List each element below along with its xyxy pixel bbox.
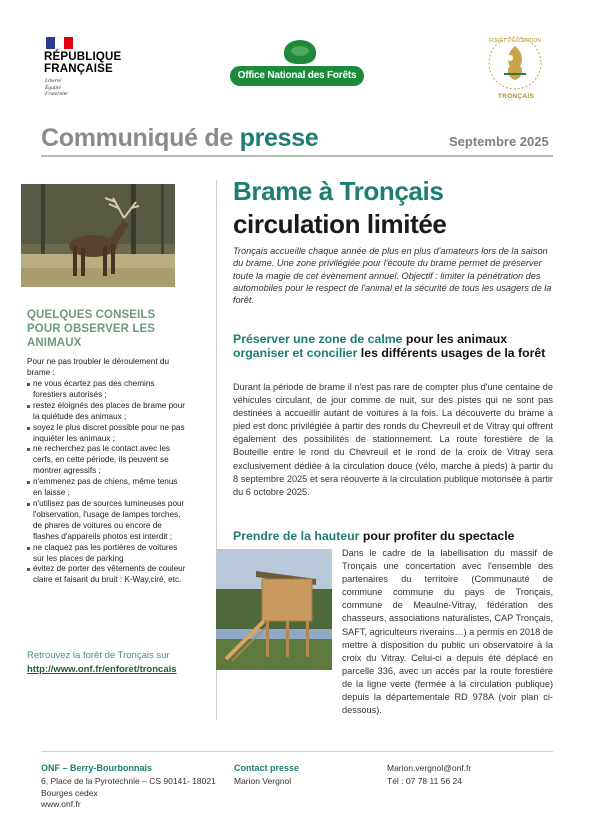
footer-contact-name: Marion Vergnol	[234, 776, 292, 786]
motto-egalite: Égalité	[45, 84, 61, 91]
onf-logo-name: Office National des Forêts	[230, 66, 364, 86]
advice-item: n'utilisez pas de sources lumineuses pour l'observation, l'usage de lampes torches, de phares de voitures ou encore de flashes d'appareils photos est interdit ;	[27, 499, 187, 543]
republique-francaise-logo	[44, 51, 121, 75]
footer-contact-title: Contact presse	[234, 763, 300, 773]
page-title-green: presse	[239, 124, 319, 152]
lead-paragraph: Tronçais accueille chaque année de plus en plus d'amateurs lors de la saison du brame. Une zone privilégiée pour l'écoute du brame permet de préserver toute la magie de cet évènement annuel. Objectif : limiter la pénétration des automobiles pour le respect de l'animal et la sécurité de tous les usagers de la forêt.	[233, 246, 552, 306]
advice-item: restez éloignés des places de brame pour la quiétude des animaux ;	[27, 401, 187, 423]
footer-email[interactable]: Marion.vergnol@onf.fr	[387, 763, 472, 773]
section1-heading-black2: les différents usages de la forêt	[357, 346, 546, 360]
advice-title: QUELQUES CONSEILS POUR OBSERVER LES ANIMAUX	[27, 309, 156, 349]
section2-body: Dans le cadre de la labellisation du massif de Tronçais une concertation avec l'ensemble des partenaires du territoire (Communauté de commune commune du pays de Tronçais, commune de Meaulne-Vitray, fédération des chasseurs, associations naturalistes, CAP Tronçais, SAFT, agriculteurs riverains…) a permis en 2018 de mettre à disposition du public un observatoire à la croix du Vitray. Celui-ci a depuis été déplacé en parcelle 336, avec un accès par la route forestière de la ligne verte (fermée à la circulation publique) depuis la départementale RD 978A (voir plan ci-dessous).	[342, 548, 553, 716]
footer-address-line2: Bourges cedex	[41, 787, 98, 798]
marianne-flag-icon	[46, 37, 74, 49]
footer-org: ONF – Berry-Bourbonnais	[41, 763, 153, 773]
advice-item: ne vous écartez pas des chemins forestiers autorisés ;	[27, 379, 187, 401]
advice-intro: Pour ne pas troubler le déroulement du brame :	[27, 357, 170, 377]
footer-address-line1: 6, Place de la Pyrotechnie – CS 90141- 18021	[41, 776, 216, 786]
footer-phone: Tél : 07 78 11 56 24	[387, 776, 462, 786]
section1-heading-green2: organiser et concilier	[233, 346, 358, 360]
find-forest-text: Retrouvez la forêt de Tronçais sur	[27, 650, 170, 661]
motto-liberte: Liberté	[45, 78, 61, 84]
onf-tree-icon	[284, 40, 316, 64]
section2-heading-green: Prendre de la hauteur	[233, 529, 360, 543]
deer-photo	[21, 184, 175, 287]
headline-line1: Brame à Tronçais	[233, 176, 444, 206]
foret-exception-label: TRONÇAIS	[497, 93, 535, 100]
page-title	[41, 124, 318, 153]
footer-address	[41, 776, 231, 811]
advice-item: ne claquez pas les portières de voitures sur les places de parking	[27, 543, 187, 565]
section2-heading-black: pour profiter du spectacle	[359, 529, 515, 543]
motto-fraternite: Fraternité	[45, 91, 68, 97]
advice-list	[27, 379, 187, 586]
advice-item: n'emmenez pas de chiens, même tenus en laisse ;	[27, 477, 187, 499]
section1-heading-black1: pour les animaux	[402, 332, 508, 346]
footer-divider	[41, 751, 553, 752]
section2-heading	[233, 529, 553, 543]
page-title-grey: Communiqué de	[41, 124, 240, 152]
republic-title-line1: RÉPUBLIQUE	[44, 51, 122, 63]
footer-website[interactable]: www.onf.fr	[41, 799, 81, 809]
advice-item: ne recherchez pas le contact avec les cerfs, en cette période, ils peuvent se montrer agressifs ;	[27, 444, 187, 477]
section1-body: Durant la période de brame il n'est pas rare de compter plus d'une centaine de véhicules circulant, de jour comme de nuit, sur des pistes qui ne sont pas destinées à accueillir autant de voitures à la fois. La découverte du brame à pied est donc privilégiée à partir des ronds du Chevreuil et de Vitray qui offrent également des possibilités de stationnement. La route forestière de la Bouteille entre le rond du Chevreuil et le rond de la croix de Vitray sera exclusivement dédiée à la circulation douce (vélo, marche à pieds) à partir du 8 septembre 2025 et sera réouverte à la circulation publique motorisée à partir du 6 octobre 2025.	[233, 382, 553, 497]
title-divider	[41, 155, 553, 157]
headline-line2: circulation limitée	[233, 209, 447, 239]
section1-heading	[233, 332, 553, 360]
republic-title-line2: FRANÇAISE	[44, 63, 113, 75]
section1-heading-green1: Préserver une zone de calme	[233, 332, 403, 346]
observatory-photo	[216, 549, 332, 670]
release-date: Septembre 2025	[449, 134, 549, 149]
foret-exception-logo-icon	[486, 34, 544, 92]
troncais-website-link[interactable]: http://www.onf.fr/enforet/troncais	[27, 664, 177, 675]
foret-exception-text: FORÊT D'EXCEPTION	[489, 38, 541, 44]
republic-motto	[45, 78, 68, 98]
advice-item: évitez de porter des vêtements de couleur claire et faisant du bruit : K-Way,ciré, etc.	[27, 564, 187, 586]
advice-item: soyez le plus discret possible pour ne pas inquiéter les animaux ;	[27, 423, 187, 445]
